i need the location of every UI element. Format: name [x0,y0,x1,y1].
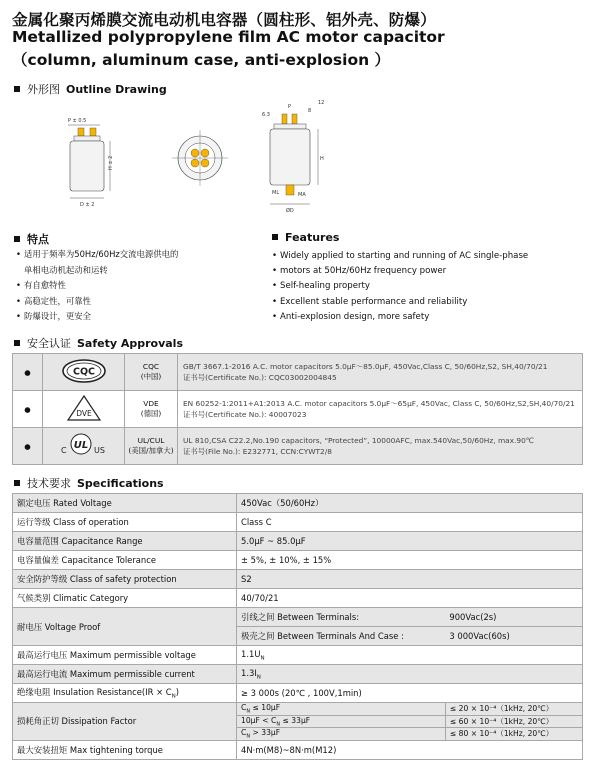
square-bullet-icon [14,236,20,242]
outline-drawing [50,100,350,220]
bullet-icon: ● [13,354,43,391]
dim-12-label: 12 [318,100,325,106]
spec-value: Class C [237,513,583,532]
cqc-logo-icon [43,354,125,391]
list-item: • Anti-explosion design, more safety [272,310,528,325]
list-item: • 有自愈特性 [16,278,178,294]
spec-value: ≥ 3 000s (20℃ , 100V,1min) [237,684,583,703]
spec-condition: $10\mu F < C_N \le 33\mu F$ [237,715,446,728]
table-row [13,513,583,532]
cert-description: UL 810,CSA C22.2,No.190 capacitors, “Protected”, 10000AFC, max.540Vac,50/60Hz, max.90℃ 证书号(File No.): E232771, CCN:CYWT2/8 [178,428,583,465]
capacitor-top-view [172,130,228,186]
page-title-en-line1: Metallized polypropylene film AC motor capacitor [12,28,445,46]
list-item: • 适用于频率为50Hz/60Hz交流电源供电的 [16,247,178,263]
table-row [13,740,583,759]
table-row [13,646,583,665]
spec-key: 运行等级 Class of operation [13,513,237,532]
outline-heading: 外形图 Outline Drawing [14,81,167,97]
spec-key: 绝缘电阻 Insulation Resistance(IR × $C_N$) [13,684,237,703]
table-row [13,391,583,428]
svg-text:DVE: DVE [75,409,92,418]
table-row [13,665,583,684]
vde-logo-icon [43,391,125,428]
spec-key: 额定电压 Rated Voltage [13,494,237,513]
svg-text:C: C [60,446,67,455]
spec-sub-value: ≤ 80 × 10⁻⁴（1kHz, 20℃） [445,728,582,741]
list-item: • Excellent stable performance and reliability [272,295,528,310]
spec-value: S2 [237,570,583,589]
bullet-icon: ● [13,391,43,428]
list-item: 单相电动机起动和运转 [24,264,108,275]
list-item: • 高稳定性，可靠性 [16,294,178,310]
spec-value: 450Vac（50/60Hz） [237,494,583,513]
ma-label: MA [298,192,306,198]
spec-sub-value: ≤ 60 × 10⁻⁴（1kHz, 20℃） [445,715,582,728]
spec-condition: $C_N \le 10\mu F$ [237,703,446,716]
dim-63-label: 6.3 [262,112,270,118]
square-bullet-icon [14,340,20,346]
capacitor-side-view-b [262,100,324,214]
features-en-heading: Features [272,231,339,244]
square-bullet-icon [14,86,20,92]
d-tolerance-label: D ± 2 [80,202,95,208]
specs-table [12,493,583,760]
svg-text:CQC: CQC [72,366,95,378]
spec-condition: $C_N > 33\mu F$ [237,728,446,741]
table-row [13,551,583,570]
spec-key: 电容量偏差 Capacitance Tolerance [13,551,237,570]
svg-text:UL: UL [73,440,88,451]
spec-key: 损耗角正切 Dissipation Factor [13,703,237,741]
approvals-heading: 安全认证 Safety Approvals [14,335,183,351]
specs-heading: 技术要求 Specifications [14,475,164,491]
od-label: ØD [286,208,294,214]
spec-key: 最大安装扭矩 Max tightening torque [13,740,237,759]
spec-key: 气候类别 Climatic Category [13,589,237,608]
table-row [13,684,583,703]
ml-label: ML [272,190,280,196]
table-row [13,703,583,716]
table-row [13,532,583,551]
p-tolerance-label: P ± 0.5 [68,118,87,124]
spec-value: 5.0μF ~ 85.0μF [237,532,583,551]
spec-key: 安全防护等级 Class of safety protection [13,570,237,589]
spec-sub-label: 引线之间 Between Terminals: [237,608,446,627]
dim-8-label: 8 [308,108,312,114]
features-cn-heading: 特点 [14,231,49,247]
table-row [13,428,583,465]
page-title-en-line2: （column, aluminum case, anti-explosion ） [12,51,391,69]
h-tolerance-label: H ± 2 [108,155,114,170]
features-en-list [272,249,528,325]
spec-value: $1.3I_N$ [237,665,583,684]
square-bullet-icon [272,234,278,240]
list-item: • Widely applied to starting and running of AC single-phase [272,249,528,264]
spec-sub-value: 900Vac(2s) [445,608,582,627]
spec-key: 最高运行电压 Maximum permissible voltage [13,646,237,665]
table-row [13,570,583,589]
cert-description: GB/T 3667.1-2016 A.C. motor capacitors 5.0μF～85.0μF, 450Vac,Class C, 50/60Hz,S2, SH,40/70/21 证书号(Certificate No.): CQC03002004845 [178,354,583,391]
list-item: • motors at 50Hz/60Hz frequency power [272,264,528,279]
table-row [13,354,583,391]
spec-key: 电容量范围 Capacitance Range [13,532,237,551]
spec-key: 耐电压 Voltage Proof [13,608,237,646]
features-cn-list [16,247,178,325]
spec-sub-value: 3 000Vac(60s) [445,627,582,646]
capacitor-side-view-a [68,118,114,208]
list-item: • 防爆设计，更安全 [16,309,178,325]
spec-value: 4N·m(M8)~8N·m(M12) [237,740,583,759]
spec-value: 40/70/21 [237,589,583,608]
bullet-icon: ● [13,428,43,465]
cul-us-logo-icon [43,428,125,465]
table-row [13,608,583,627]
spec-sub-label: 极壳之间 Between Terminals And Case : [237,627,446,646]
spec-value: ± 5%, ± 10%, ± 15% [237,551,583,570]
table-row [13,494,583,513]
approvals-table [12,353,583,465]
spec-sub-value: ≤ 20 × 10⁻⁴（1kHz, 20℃） [445,703,582,716]
cert-cell: UL/CUL (美国/加拿大) [125,428,178,465]
p-label: P [288,104,292,110]
cert-description: EN 60252-1:2011+A1:2013 A.C. motor capacitors 5.0μF～65μF, 450Vac, Class C, 50/60Hz,S2,SH,40/70/21 证书号(Certificate No.): 40007023 [178,391,583,428]
table-row [13,589,583,608]
square-bullet-icon [14,480,20,486]
spec-key: 最高运行电流 Maximum permissible current [13,665,237,684]
svg-text:US: US [93,446,105,455]
list-item: • Self-healing property [272,279,528,294]
h-label: H [320,156,324,162]
cert-cell: CQC (中国) [125,354,178,391]
page-title-cn: 金属化聚丙烯膜交流电动机电容器（圆柱形、铝外壳、防爆） [12,11,436,29]
spec-value: $1.1U_N$ [237,646,583,665]
cert-cell: VDE (德国) [125,391,178,428]
